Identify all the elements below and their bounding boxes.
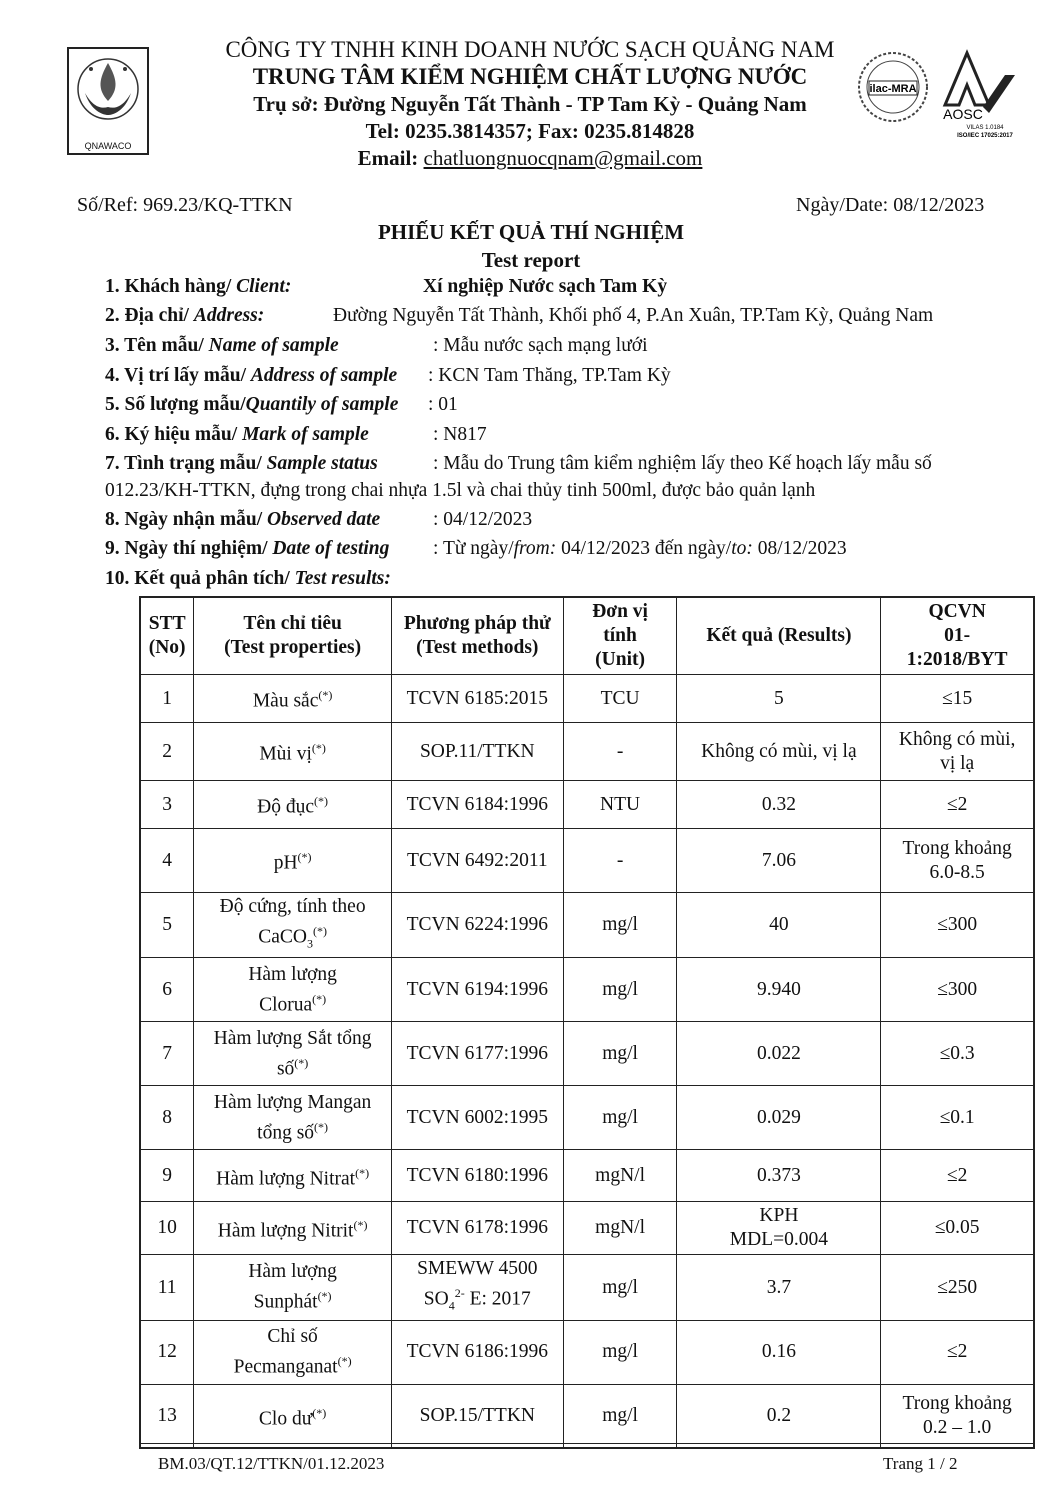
- cell-no: 6: [140, 958, 194, 1022]
- address-value: Đường Nguyễn Tất Thành, Khối phố 4, P.An Xuân, TP.Tam Kỳ, Quảng Nam: [333, 305, 934, 326]
- cell-qcvn-limit: ≤250: [881, 1255, 1034, 1320]
- cell-result: 5: [677, 675, 881, 723]
- reference-number: Số/Ref: 969.23/KQ-TTKN: [77, 194, 293, 216]
- form-code: BM.03/QT.12/TTKN/01.12.2023: [158, 1454, 385, 1473]
- table-row: [140, 675, 1034, 723]
- report-title: PHIẾU KẾT QUẢ THÍ NGHIỆM: [377, 220, 685, 244]
- cell-no: 9: [140, 1150, 194, 1202]
- results-table: [139, 596, 1035, 1449]
- center-name: TRUNG TÂM KIỂM NGHIỆM CHẤT LƯỢNG NƯỚC: [252, 64, 808, 89]
- accredited-marker: (*): [297, 850, 312, 865]
- report-subtitle: Test report: [481, 248, 581, 272]
- cell-method: TCVN 6186:1996: [391, 1320, 563, 1384]
- sample-status-value-1: : Mẫu do Trung tâm kiểm nghiệm lấy theo Kế hoạch lấy mẫu số: [433, 453, 932, 474]
- table-row: [140, 1384, 1034, 1448]
- aosc-text: AOSC: [943, 106, 983, 122]
- accreditation-logos: [855, 45, 1025, 140]
- cell-method: TCVN 6492:2011: [391, 829, 563, 893]
- accredited-marker: (*): [311, 741, 326, 756]
- table-row: [140, 781, 1034, 829]
- cell-unit: mg/l: [563, 1086, 677, 1150]
- header-no: STT (No): [140, 597, 194, 675]
- testing-date-value: : Từ ngày/from: 04/12/2023 đến ngày/to: 08/12/2023: [433, 538, 847, 559]
- cell-unit: mg/l: [563, 1384, 677, 1448]
- cell-no: 13: [140, 1384, 194, 1448]
- cell-unit: mgN/l: [563, 1150, 677, 1202]
- accredited-marker: (*): [355, 1165, 370, 1180]
- accredited-marker: (*): [353, 1218, 368, 1233]
- address-line: 2. Địa chỉ/ Address:: [105, 305, 265, 326]
- ilac-aosc-badge-icon: [855, 45, 1025, 140]
- table-header-row: [140, 597, 1034, 675]
- table-row: [140, 1022, 1034, 1086]
- cell-method: TCVN 6194:1996: [391, 958, 563, 1022]
- accredited-marker: (*): [294, 1055, 309, 1070]
- cell-unit: mgN/l: [563, 1202, 677, 1255]
- sample-status-line: 7. Tình trạng mẫu/ Sample status: [105, 453, 378, 474]
- header-property: Tên chỉ tiêu (Test properties): [194, 597, 392, 675]
- cell-property: Chỉ số Pecmanganat(*): [194, 1320, 392, 1384]
- cell-property: Hàm lượng Nitrit(*): [194, 1202, 392, 1255]
- cell-qcvn-limit: ≤300: [881, 893, 1034, 958]
- accredited-marker: (*): [317, 1289, 332, 1304]
- cell-qcvn-limit: ≤2: [881, 1320, 1034, 1384]
- footer-divider: [139, 1443, 1035, 1444]
- table-row: [140, 958, 1034, 1022]
- cell-result: 3.7: [677, 1255, 881, 1320]
- cell-qcvn-limit: Trong khoảng 0.2 – 1.0: [881, 1384, 1034, 1448]
- cell-method: SMEWW 4500 $SO_4^{2-}$ E: 2017: [391, 1255, 563, 1320]
- cell-property: Hàm lượng Nitrat(*): [194, 1150, 392, 1202]
- cell-qcvn-limit: ≤0.05: [881, 1202, 1034, 1255]
- head-office-address: Trụ sở: Đường Nguyễn Tất Thành - TP Tam Kỳ - Quảng Nam: [253, 92, 807, 116]
- cell-qcvn-limit: ≤15: [881, 675, 1034, 723]
- table-row: [140, 1150, 1034, 1202]
- cell-method: TCVN 6185:2015: [391, 675, 563, 723]
- received-date-value: : 04/12/2023: [433, 509, 533, 530]
- cell-method: TCVN 6002:1995: [391, 1086, 563, 1150]
- cell-unit: -: [563, 723, 677, 781]
- cell-result: 7.06: [677, 829, 881, 893]
- test-results-heading: 10. Kết quả phân tích/ Test results:: [105, 568, 391, 589]
- client-line: 1. Khách hàng/ Client:: [105, 276, 292, 297]
- cell-no: 2: [140, 723, 194, 781]
- cell-unit: mg/l: [563, 893, 677, 958]
- cell-result: 0.2: [677, 1384, 881, 1448]
- report-date: Ngày/Date: 08/12/2023: [796, 194, 985, 216]
- cell-qcvn-limit: ≤0.1: [881, 1086, 1034, 1150]
- sample-location-value: : KCN Tam Thăng, TP.Tam Kỳ: [428, 365, 671, 386]
- cell-property: Hàm lượng Sắt tổng số(*): [194, 1022, 392, 1086]
- logo-caption: QNAWACO: [84, 141, 132, 151]
- cell-qcvn-limit: ≤2: [881, 781, 1034, 829]
- cell-property: Độ cứng, tính theo CaCO$_3$(*): [194, 893, 392, 958]
- email-label: Email:: [357, 146, 424, 170]
- accredited-marker: (*): [337, 1354, 352, 1369]
- cell-no: 5: [140, 893, 194, 958]
- vilas-text: VILAS 1.0184: [966, 125, 1004, 131]
- table-row: [140, 1255, 1034, 1320]
- client-value: Xí nghiệp Nước sạch Tam Kỳ: [423, 276, 668, 297]
- cell-result: 0.022: [677, 1022, 881, 1086]
- cell-property: Clo dư(*): [194, 1384, 392, 1448]
- cell-no: 10: [140, 1202, 194, 1255]
- header-unit: Đơn vị tính (Unit): [563, 597, 677, 675]
- cell-no: 3: [140, 781, 194, 829]
- accredited-marker: (*): [318, 688, 333, 703]
- cell-method: SOP.15/TTKN: [391, 1384, 563, 1448]
- table-row: [140, 1086, 1034, 1150]
- cell-method: TCVN 6180:1996: [391, 1150, 563, 1202]
- cell-no: 8: [140, 1086, 194, 1150]
- sample-status-value-2: 012.23/KH-TTKN, đựng trong chai nhựa 1.5l và chai thủy tinh 500ml, được bảo quản lạnh: [105, 480, 816, 501]
- iso-text: ISO/IEC 17025:2017: [957, 133, 1013, 139]
- cell-property: Độ đục(*): [194, 781, 392, 829]
- cell-unit: mg/l: [563, 1255, 677, 1320]
- accredited-marker: (*): [314, 1119, 329, 1134]
- cell-no: 12: [140, 1320, 194, 1384]
- sample-quantity-line: 5. Số lượng mẫu/Quantily of sample: [105, 394, 399, 415]
- sample-mark-value: : N817: [433, 424, 487, 445]
- sample-name-value: : Mẫu nước sạch mạng lưới: [433, 335, 648, 356]
- testing-date-line: 9. Ngày thí nghiệm/ Date of testing: [105, 538, 390, 559]
- cell-property: Hàm lượng Mangan tổng số(*): [194, 1086, 392, 1150]
- cell-unit: mg/l: [563, 958, 677, 1022]
- cell-result: 0.029: [677, 1086, 881, 1150]
- cell-unit: mg/l: [563, 1022, 677, 1086]
- cell-property: Màu sắc(*): [194, 675, 392, 723]
- header-result: Kết quả (Results): [677, 597, 881, 675]
- sample-location-line: 4. Vị trí lấy mẫu/ Address of sample: [105, 365, 398, 386]
- cell-property: Hàm lượng Sunphát(*): [194, 1255, 392, 1320]
- cell-qcvn-limit: ≤0.3: [881, 1022, 1034, 1086]
- company-logo: [67, 47, 149, 155]
- sample-quantity-value: : 01: [428, 394, 458, 415]
- cell-no: 4: [140, 829, 194, 893]
- cell-result: 0.16: [677, 1320, 881, 1384]
- cell-qcvn-limit: ≤2: [881, 1150, 1034, 1202]
- accredited-marker: (*): [312, 924, 327, 938]
- received-date-line: 8. Ngày nhận mẫu/ Observed date: [105, 509, 381, 530]
- cell-result: 0.373: [677, 1150, 881, 1202]
- email-link[interactable]: chatluongnuocqnam@gmail.com: [423, 146, 703, 170]
- table-row: [140, 829, 1034, 893]
- contact-phone: Tel: 0235.3814357; Fax: 0235.814828: [365, 119, 695, 143]
- cell-qcvn-limit: Trong khoảng 6.0-8.5: [881, 829, 1034, 893]
- header-qcvn: QCVN 01- 1:2018/BYT: [881, 597, 1034, 675]
- cell-result: Không có mùi, vị lạ: [677, 723, 881, 781]
- cell-unit: mg/l: [563, 1320, 677, 1384]
- cell-result: KPH MDL=0.004: [677, 1202, 881, 1255]
- header-method: Phương pháp thử (Test methods): [391, 597, 563, 675]
- cell-property: Mùi vị(*): [194, 723, 392, 781]
- table-row: [140, 1320, 1034, 1384]
- table-row: [140, 723, 1034, 781]
- table-row: [140, 1202, 1034, 1255]
- cell-no: 11: [140, 1255, 194, 1320]
- cell-method: TCVN 6184:1996: [391, 781, 563, 829]
- cell-method: TCVN 6178:1996: [391, 1202, 563, 1255]
- accredited-marker: (*): [312, 1405, 327, 1420]
- cell-no: 7: [140, 1022, 194, 1086]
- cell-method: SOP.11/TTKN: [391, 723, 563, 781]
- cell-method: TCVN 6177:1996: [391, 1022, 563, 1086]
- accredited-marker: (*): [312, 991, 327, 1006]
- table-row: [140, 893, 1034, 958]
- company-name: CÔNG TY TNHH KINH DOANH NƯỚC SẠCH QUẢNG NAM: [225, 37, 835, 62]
- cell-result: 9.940: [677, 958, 881, 1022]
- cell-unit: -: [563, 829, 677, 893]
- cell-unit: TCU: [563, 675, 677, 723]
- sample-name-line: 3. Tên mẫu/ Name of sample: [105, 335, 339, 356]
- cell-unit: NTU: [563, 781, 677, 829]
- cell-qcvn-limit: ≤300: [881, 958, 1034, 1022]
- cell-qcvn-limit: Không có mùi, vị lạ: [881, 723, 1034, 781]
- cell-result: 40: [677, 893, 881, 958]
- page-number: Trang 1 / 2: [883, 1454, 958, 1473]
- cell-result: 0.32: [677, 781, 881, 829]
- cell-method: TCVN 6224:1996: [391, 893, 563, 958]
- contact-email: [160, 146, 900, 171]
- cell-property: pH(*): [194, 829, 392, 893]
- accredited-marker: (*): [314, 794, 329, 809]
- sample-mark-line: 6. Ký hiệu mẫu/ Mark of sample: [105, 424, 369, 445]
- cell-property: Hàm lượng Clorua(*): [194, 958, 392, 1022]
- cell-no: 1: [140, 675, 194, 723]
- ilac-text: ilac-MRA: [869, 83, 917, 95]
- water-drop-hands-icon: [69, 49, 147, 135]
